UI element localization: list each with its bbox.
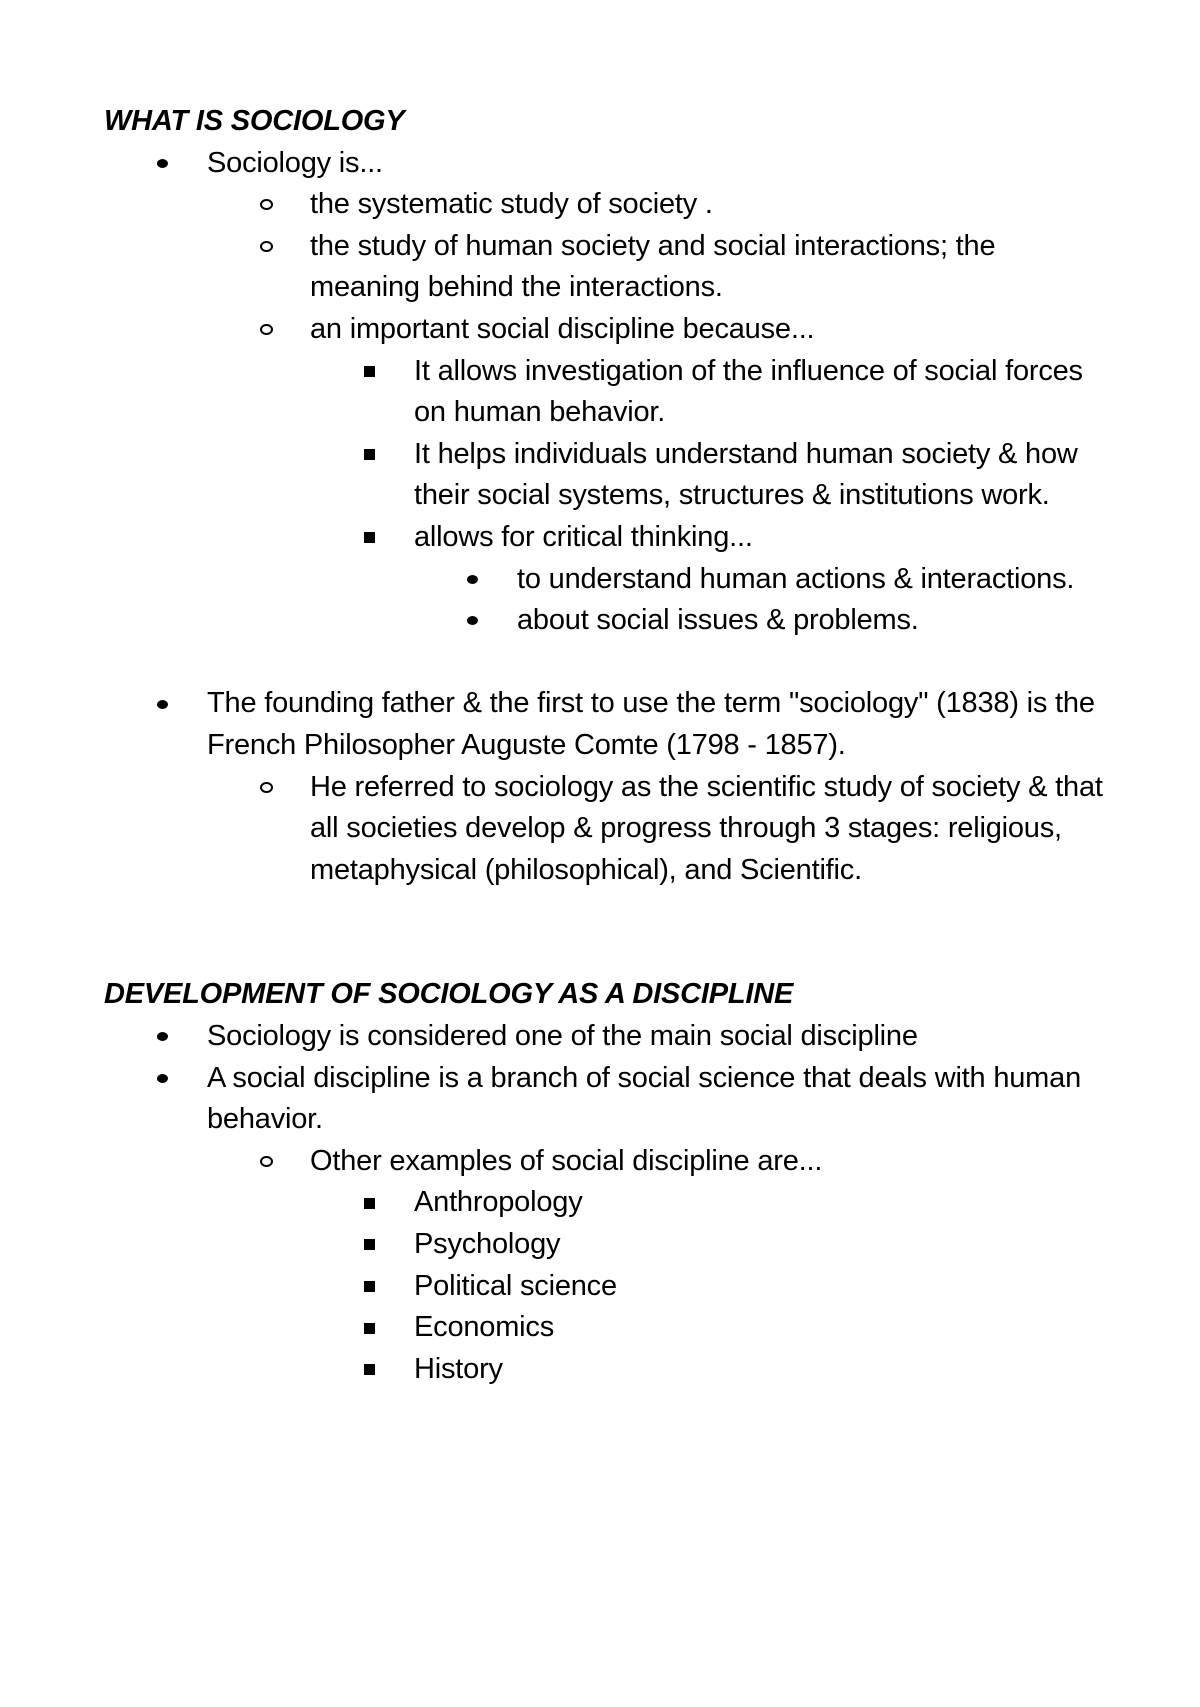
- bullet-square-icon: [364, 351, 375, 393]
- bullet-circle-icon: [260, 767, 273, 809]
- section-heading-development-of-sociology: DEVELOPMENT OF SOCIOLOGY AS A DISCIPLINE: [104, 978, 794, 1011]
- blank-lines: [104, 891, 1104, 974]
- list-item: A social discipline is a branch of social science that deals with human behavior.: [104, 1058, 1104, 1141]
- list-item: allows for critical thinking...: [104, 517, 1104, 559]
- bullet-square-icon: [364, 1349, 375, 1391]
- list-item: It helps individuals understand human society & how their social systems, structures & institutions work.: [104, 434, 1104, 517]
- document-content: [104, 101, 1104, 1390]
- blank-line: [104, 642, 1104, 684]
- list-item: the study of human society and social interactions; the meaning behind the interactions.: [104, 226, 1104, 309]
- list-item: Psychology: [104, 1224, 1104, 1266]
- bullet-square-icon: [364, 1224, 375, 1266]
- bullet-square-icon: [364, 434, 375, 476]
- bullet-square-icon: [364, 1182, 375, 1224]
- list-item: about social issues & problems.: [104, 600, 1104, 642]
- list-item: It allows investigation of the influence of social forces on human behavior.: [104, 351, 1104, 434]
- list-item: Political science: [104, 1266, 1104, 1308]
- list-item: Economics: [104, 1307, 1104, 1349]
- section-1-list: [104, 143, 1104, 892]
- list-item: Sociology is considered one of the main social discipline: [104, 1016, 1104, 1058]
- list-item: Anthropology: [104, 1182, 1104, 1224]
- list-item: Other examples of social discipline are...: [104, 1141, 1104, 1183]
- section-heading-what-is-sociology: WHAT IS SOCIOLOGY: [104, 105, 405, 137]
- bullet-square-icon: [364, 1307, 375, 1349]
- list-item: History: [104, 1349, 1104, 1391]
- list-item: The founding father & the first to use the term "sociology" (1838) is the French Philosopher Auguste Comte (1798 - 1857).: [104, 683, 1104, 766]
- list-item: He referred to sociology as the scientific study of society & that all societies develop & progress through 3 stages: religious, metaphysical (philosophical), and Scientific.: [104, 767, 1104, 892]
- list-item: to understand human actions & interactions.: [104, 559, 1104, 601]
- bullet-circle-icon: [260, 309, 273, 351]
- list-item: an important social discipline because...: [104, 309, 1104, 351]
- bullet-disc-icon: [467, 559, 478, 601]
- bullet-disc-icon: [157, 143, 168, 185]
- list-item: the systematic study of society .: [104, 184, 1104, 226]
- bullet-disc-icon: [157, 1058, 168, 1100]
- bullet-circle-icon: [260, 1141, 273, 1183]
- bullet-square-icon: [364, 1266, 375, 1308]
- list-item: Sociology is...: [104, 143, 1104, 185]
- bullet-disc-icon: [467, 600, 478, 642]
- bullet-circle-icon: [260, 184, 273, 226]
- bullet-circle-icon: [260, 226, 273, 268]
- bullet-disc-icon: [157, 1016, 168, 1058]
- bullet-square-icon: [364, 517, 375, 559]
- section-2-list: [104, 1016, 1104, 1390]
- bullet-disc-icon: [157, 683, 168, 725]
